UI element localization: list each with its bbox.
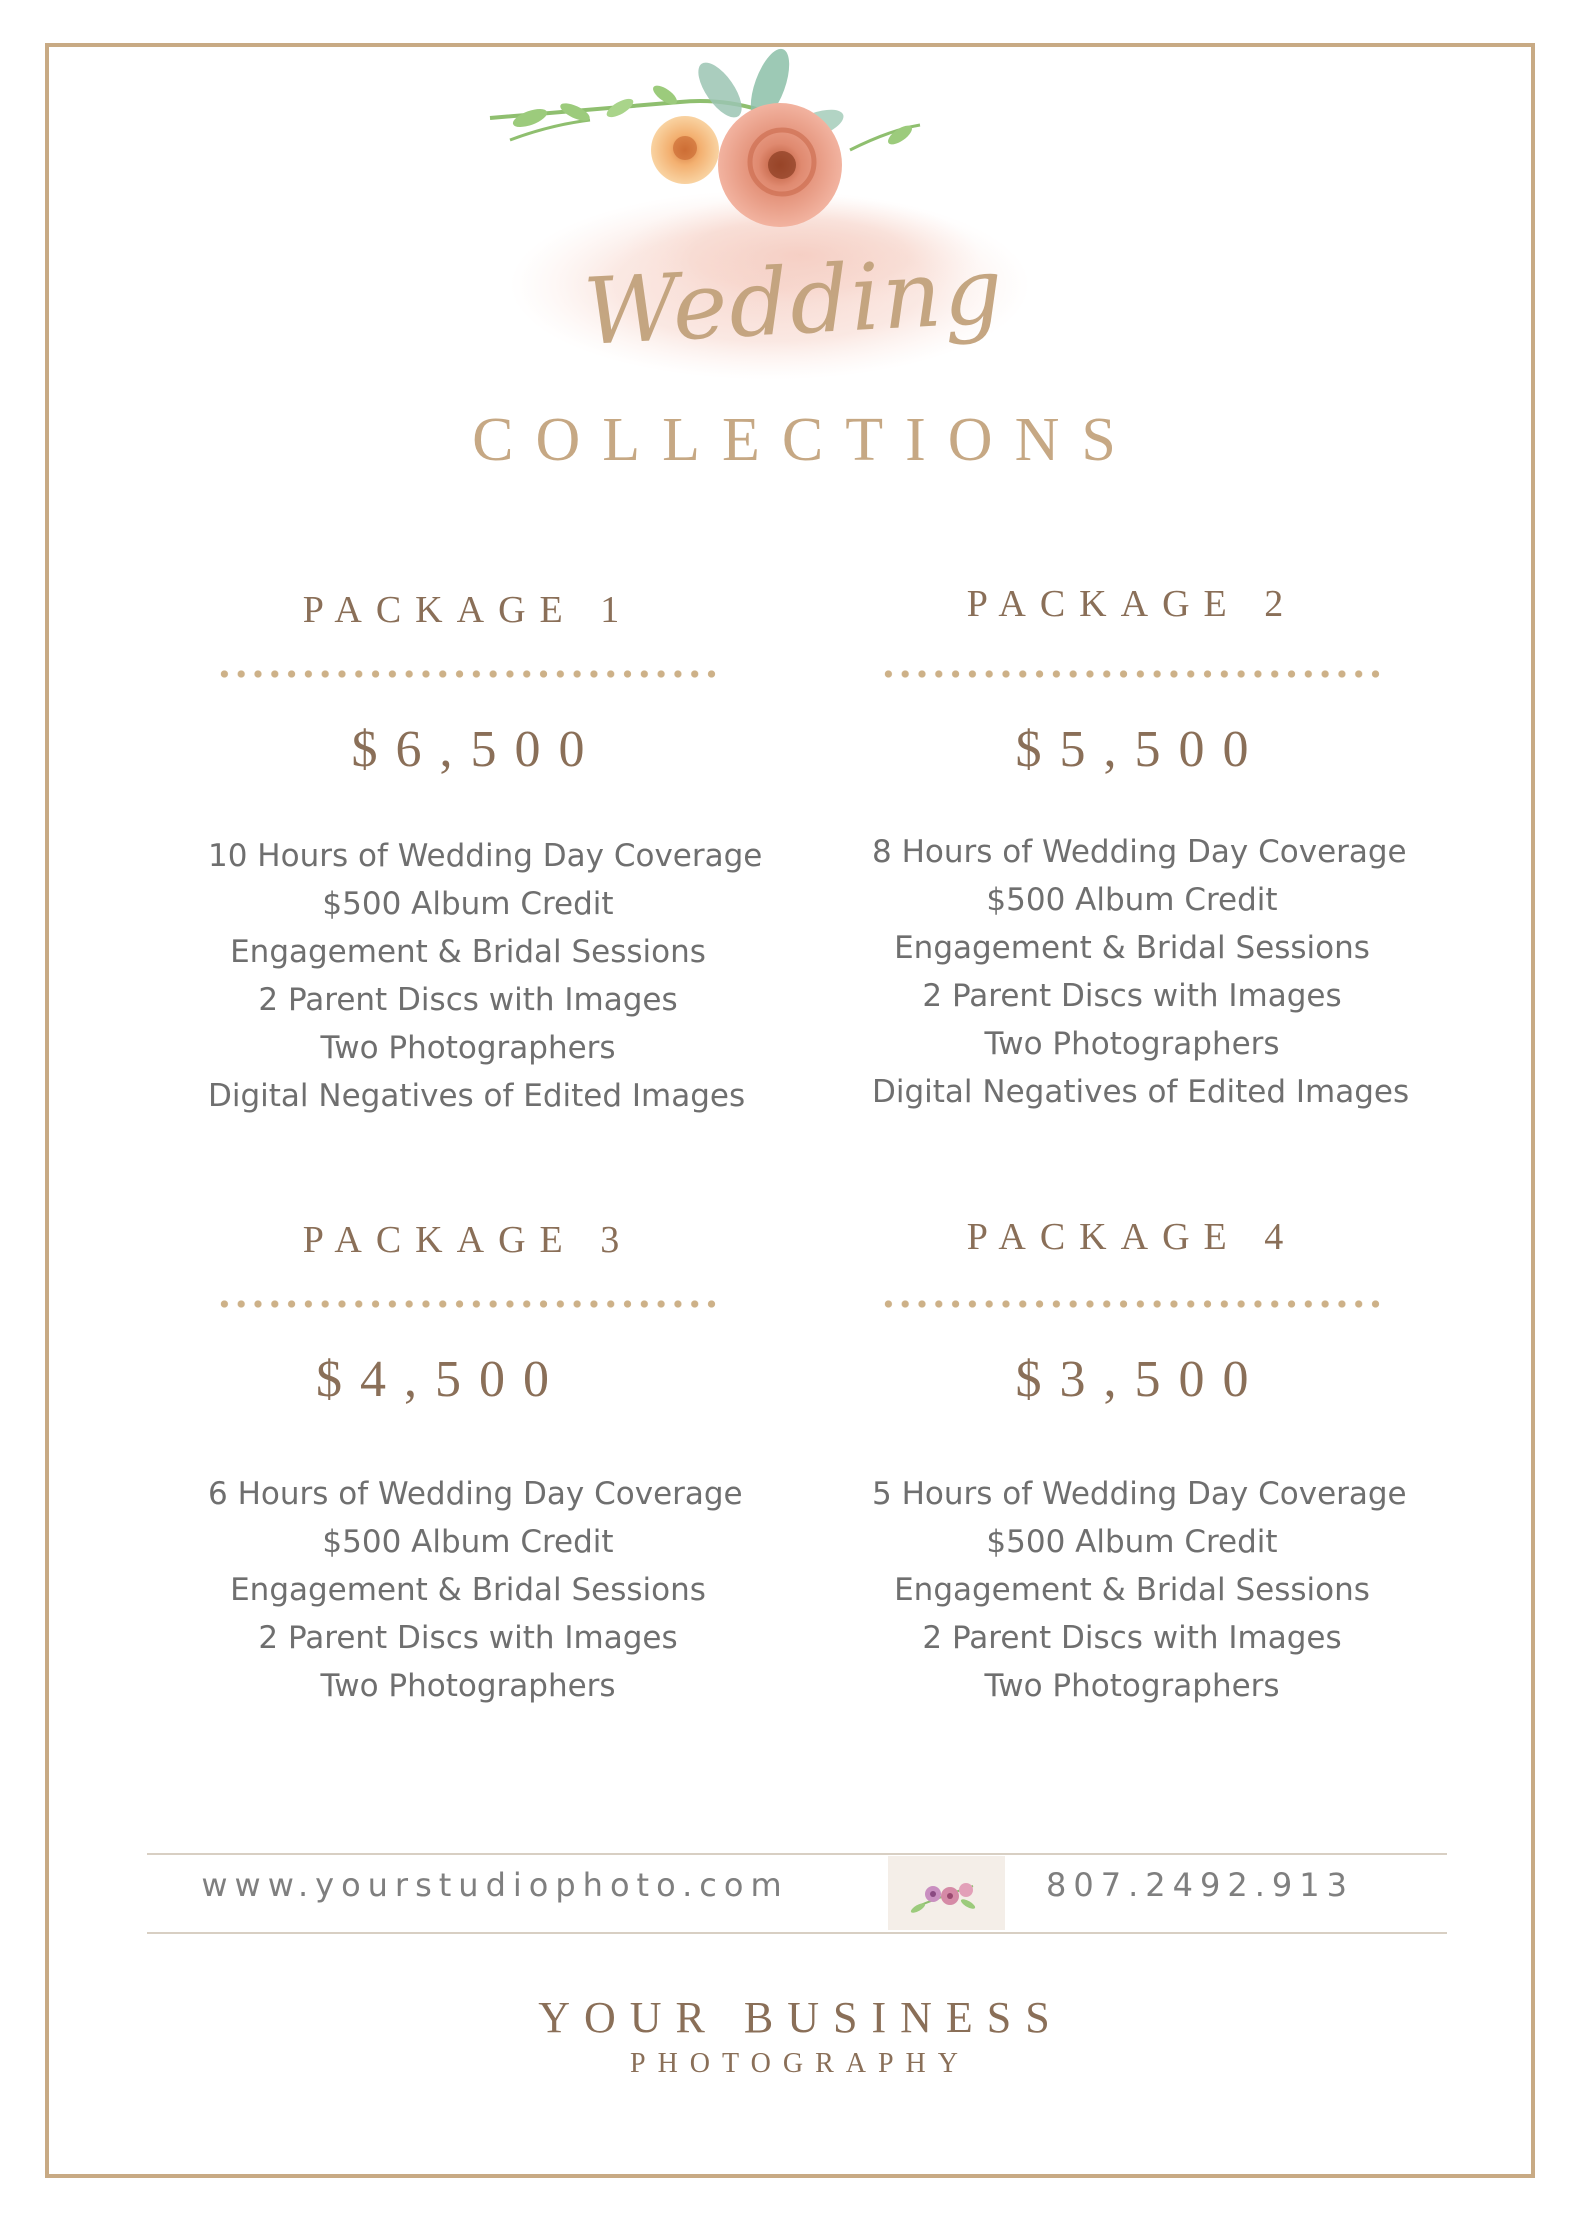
package-card bbox=[208, 1218, 743, 1710]
package-price: $6,500 bbox=[351, 721, 603, 778]
package-card bbox=[872, 582, 1410, 1116]
package-price: $3,500 bbox=[1015, 1351, 1267, 1408]
package-card bbox=[208, 588, 763, 1120]
feature-item: 2 Parent Discs with Images bbox=[258, 1620, 678, 1656]
feature-item: 5 Hours of Wedding Day Coverage bbox=[872, 1476, 1407, 1512]
floral-logo-icon bbox=[888, 1856, 1005, 1930]
package-features bbox=[872, 828, 1410, 1116]
feature-item: 6 Hours of Wedding Day Coverage bbox=[208, 1476, 743, 1512]
feature-item: Two Photographers bbox=[984, 1026, 1280, 1062]
feature-item: 2 Parent Discs with Images bbox=[922, 978, 1342, 1014]
package-features bbox=[208, 1470, 743, 1710]
package-title: PACKAGE 2 bbox=[966, 583, 1298, 625]
feature-item: $500 Album Credit bbox=[986, 882, 1278, 918]
feature-item: $500 Album Credit bbox=[986, 1524, 1278, 1560]
dotted-divider bbox=[880, 1298, 1385, 1310]
page-title: COLLECTIONS bbox=[472, 406, 1138, 474]
footer-divider-top bbox=[147, 1853, 1447, 1855]
package-features bbox=[872, 1470, 1407, 1710]
package-title: PACKAGE 3 bbox=[302, 1219, 634, 1261]
feature-item: Engagement & Bridal Sessions bbox=[230, 934, 706, 970]
dotted-divider bbox=[216, 668, 721, 680]
script-title: Wedding bbox=[581, 237, 1007, 366]
feature-item: $500 Album Credit bbox=[322, 886, 614, 922]
package-title: PACKAGE 1 bbox=[302, 589, 634, 631]
dotted-divider bbox=[880, 668, 1385, 680]
package-title: PACKAGE 4 bbox=[966, 1216, 1298, 1258]
feature-item: Two Photographers bbox=[320, 1030, 616, 1066]
feature-item: 8 Hours of Wedding Day Coverage bbox=[872, 834, 1407, 870]
website-link[interactable]: www.yourstudiophoto.com bbox=[201, 1866, 789, 1904]
business-subtitle: PHOTOGRAPHY bbox=[630, 2048, 970, 2079]
feature-item: $500 Album Credit bbox=[322, 1524, 614, 1560]
feature-item: Engagement & Bridal Sessions bbox=[894, 930, 1370, 966]
feature-item: Digital Negatives of Edited Images bbox=[872, 1074, 1410, 1110]
feature-item: Engagement & Bridal Sessions bbox=[230, 1572, 706, 1608]
feature-item: Two Photographers bbox=[984, 1668, 1280, 1704]
feature-item: Digital Negatives of Edited Images bbox=[208, 1078, 746, 1114]
feature-item: 10 Hours of Wedding Day Coverage bbox=[208, 838, 763, 874]
phone-number[interactable]: 807.2492.913 bbox=[1046, 1866, 1354, 1904]
dotted-divider bbox=[216, 1298, 721, 1310]
package-price: $5,500 bbox=[1015, 721, 1267, 778]
feature-item: Engagement & Bridal Sessions bbox=[894, 1572, 1370, 1608]
feature-item: 2 Parent Discs with Images bbox=[922, 1620, 1342, 1656]
feature-item: Two Photographers bbox=[320, 1668, 616, 1704]
package-features bbox=[208, 832, 763, 1120]
footer-divider-bottom bbox=[147, 1932, 1447, 1934]
package-price: $4,500 bbox=[316, 1351, 567, 1408]
feature-item: 2 Parent Discs with Images bbox=[258, 982, 678, 1018]
business-name: YOUR BUSINESS bbox=[538, 1993, 1064, 2042]
package-card bbox=[872, 1215, 1407, 1710]
